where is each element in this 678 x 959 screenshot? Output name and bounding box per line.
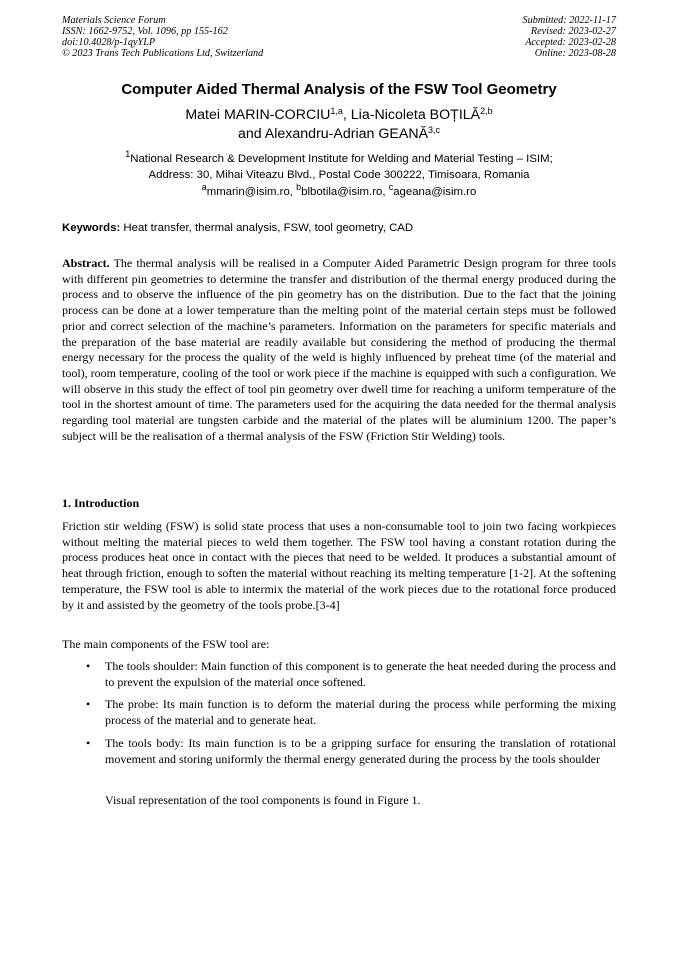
affiliation-institute: National Research & Development Institute for Welding and Material Testing – ISIM; <box>130 153 553 165</box>
affiliation-sup: 1 <box>125 149 131 159</box>
author-2-name: Lia-Nicoleta BOȚILĂ <box>350 107 481 123</box>
author-2-sup: 2,b <box>480 106 493 116</box>
submission-dates <box>523 15 616 59</box>
bullet-icon: • <box>86 659 91 673</box>
journal-name: Materials Science Forum <box>62 15 166 26</box>
intro-paragraph-2: The main components of the FSW tool are: <box>62 637 270 651</box>
tool-components-list <box>62 659 616 774</box>
journal-copyright: © 2023 Trans Tech Publications Ltd, Switzerland <box>62 48 264 59</box>
figure-reference: Visual representation of the tool components is found in Figure 1. <box>105 793 421 807</box>
bullet-icon: • <box>86 735 91 750</box>
email-b: blbotila@isim.ro <box>301 186 383 198</box>
author-1-name: Matei MARIN-CORCIU <box>185 107 331 123</box>
list-item-text: The tools body: Its main function is to be a gripping surface for ensuring the translation of rotational movement and storing uniformly the thermal energy generated during the process by the tools shoulder <box>105 735 616 766</box>
author-3-sup: 3,c <box>428 125 441 135</box>
email-separator: , <box>289 186 297 198</box>
affiliation <box>62 151 616 183</box>
list-item <box>62 697 616 728</box>
list-item-text: The probe: Its main function is to deform the material during the process while performing the mixing process of the material and to generate heat. <box>105 697 616 728</box>
section-heading-introduction: 1. Introduction <box>62 496 140 510</box>
affiliation-address: Address: 30, Mihai Viteazu Blvd., Postal Code 300222, Timisoara, Romania <box>148 169 530 181</box>
bullet-icon: • <box>86 697 91 712</box>
journal-info <box>62 15 263 59</box>
author-separator: , <box>342 107 351 123</box>
author-list <box>62 106 616 144</box>
authors-line-1 <box>62 106 616 125</box>
paper-title: Computer Aided Thermal Analysis of the FSW Tool Geometry <box>121 81 557 98</box>
date-submitted: Submitted: 2022-11-17 <box>522 15 616 26</box>
keywords-label: Keywords: <box>62 222 121 234</box>
abstract <box>62 256 616 444</box>
author-emails <box>62 184 616 200</box>
author-conjunction: and <box>237 126 265 142</box>
email-b-sup: b <box>296 182 302 192</box>
journal-doi: doi:10.4028/p-1qyYLP <box>62 37 156 48</box>
journal-issn: ISSN: 1662-9752, Vol. 1096, pp 155-162 <box>62 26 228 37</box>
email-separator: , <box>382 186 389 198</box>
abstract-text: The thermal analysis will be realised in a Computer Aided Parametric Design program for three tools with different pin geometries to determine the transfer and distribution of the thermal energy produced during the process and to observe the influence of the pin geometry has on the distribution. Due to the fact that the joining process can be done at a lower temperature than the melting point of the material certain steps must be followed prior and correct selection of the machine’s parameters. Information on the parameters for specific materials and the preparation of the base material are readily available but considering the method of producing the thermal energy necessary for the process the quality of the weld is highly influenced by preheat time (of the material and tool), room temperature, cooling of the tool or work piece if the machine is equipped with such a configuration. We will observe in this study the effect of tool pin geometry over dwell time for reaching a uniform temperature of the tool in the shortest amount of time. The parameters used for the acquiring the data needed for the thermal analysis regarding tool material are tungsten carbide and the material of the plates will be aluminium 1200. The paper’s subject will be the realisation of a thermal analysis of the FSW (Friction Stir Welding) tools. <box>62 256 616 443</box>
list-item <box>62 736 616 767</box>
email-c-sup: c <box>388 182 394 192</box>
intro-paragraph-1: Friction stir welding (FSW) is solid state process that uses a non-consumable tool to join two facing workpieces without melting the material pieces to weld them together. The FSW tool having a constant rotation during the process produces heat once in contact with the pieces that need to be welded. It produces a substantial amount of heat through friction, enough to soften the material without reaching its melting temperature [1-2]. At the softening temperature, the FSW tool is able to intermix the material of the work pieces due to the rotational force produced by it and assisted by the geometry of the tools probe.[3-4] <box>62 519 616 612</box>
author-1-sup: 1,a <box>330 106 343 116</box>
list-item <box>62 659 616 690</box>
authors-line-2 <box>62 125 616 144</box>
date-revised: Revised: 2023-02-27 <box>530 26 616 37</box>
email-a: mmarin@isim.ro <box>206 186 290 198</box>
affiliation-line-1 <box>62 151 616 167</box>
email-c: ageana@isim.ro <box>393 186 477 198</box>
abstract-label: Abstract. <box>62 256 110 270</box>
date-online: Online: 2023-08-28 <box>534 48 616 59</box>
list-item-text: The tools shoulder: Main function of this component is to generate the heat needed during the process and to prevent the expulsion of the material once softened. <box>105 659 616 689</box>
keywords-text: Heat transfer, thermal analysis, FSW, tool geometry, CAD <box>120 222 414 234</box>
email-a-sup: a <box>201 182 207 192</box>
author-3-name: Alexandru-Adrian GEANĂ <box>264 126 429 142</box>
keywords <box>62 220 616 236</box>
date-accepted: Accepted: 2023-02-28 <box>525 37 616 48</box>
